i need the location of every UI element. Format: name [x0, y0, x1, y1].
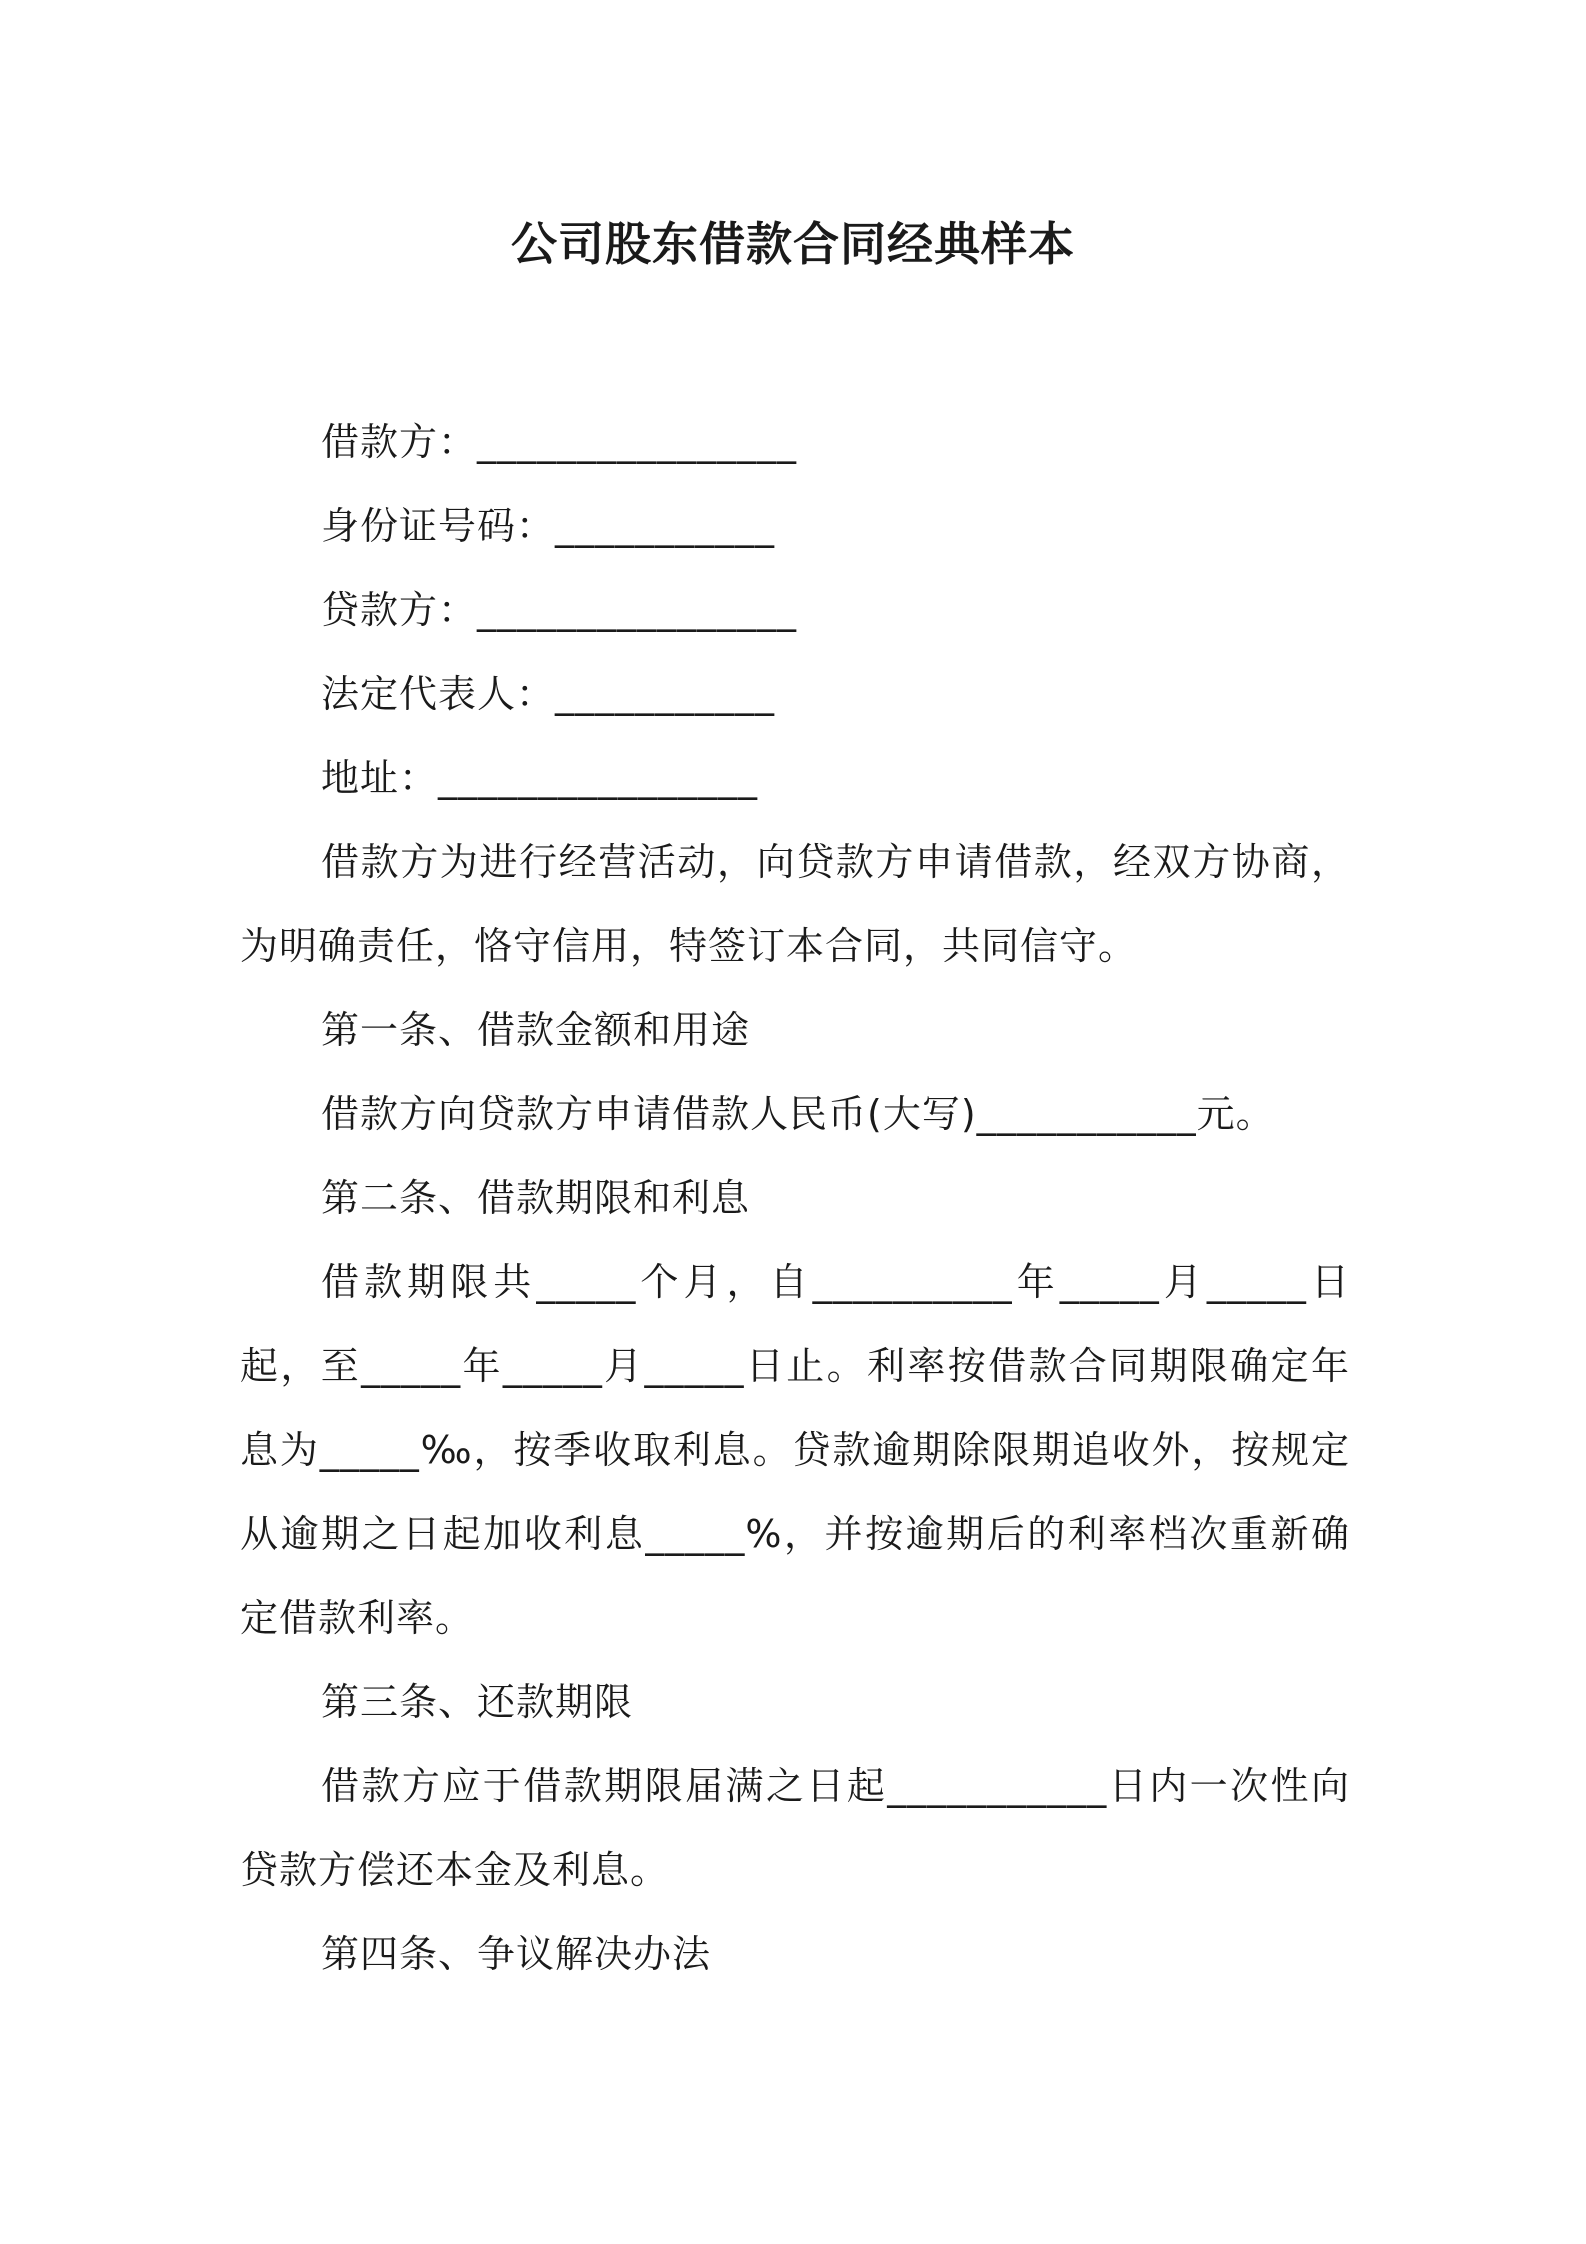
document-body: [240, 400, 1350, 1996]
borrower-field: 借款方：________________: [321, 420, 798, 464]
intro-paragraph: 借款方为进行经营活动，向贷款方申请借款，经双方协商，为明确责任，恪守信用，特签订本合同，共同信守。: [240, 840, 1350, 968]
article-2-heading: 第二条、借款期限和利息: [321, 1176, 751, 1220]
article-1-heading: 第一条、借款金额和用途: [321, 1008, 751, 1052]
article-4-heading: 第四条、争议解决办法: [321, 1932, 712, 1976]
article-3-text: 借款方应于借款期限届满之日起___________日内一次性向贷款方偿还本金及利息。: [240, 1764, 1350, 1892]
lender-field: 贷款方：________________: [321, 588, 798, 632]
article-2-text: 借款期限共_____个月，自__________年_____月_____日起，至_____年_____月_____日止。利率按借款合同期限确定年息为_____‰，按季收取利息。贷款逾期除限期追收外，按规定从逾期之日起加收利息_____%，并按逾期后的利率档次重新确定借款利率。: [240, 1260, 1350, 1640]
address-field: 地址：________________: [321, 756, 759, 800]
legal-representative-field: 法定代表人：___________: [321, 672, 776, 716]
article-1-text: 借款方向贷款方申请借款人民币(大写)___________元。: [321, 1092, 1275, 1136]
document-title: 公司股东借款合同经典样本: [511, 217, 1075, 271]
article-3-heading: 第三条、还款期限: [321, 1680, 634, 1724]
id-number-field: 身份证号码：___________: [321, 504, 776, 548]
